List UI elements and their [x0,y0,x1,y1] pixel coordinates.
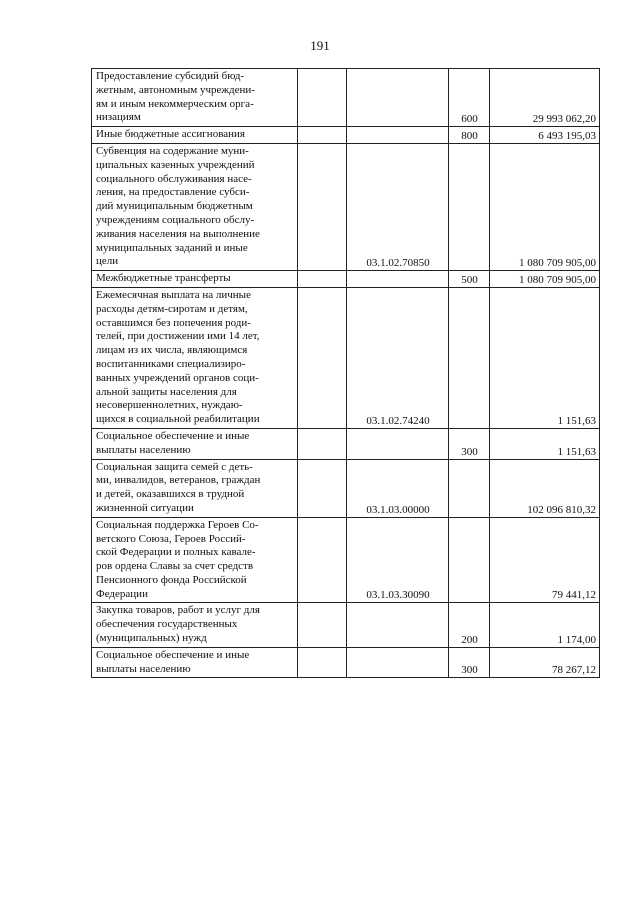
row-amount: 1 174,00 [490,603,600,647]
page-number: 191 [310,38,330,53]
row-name: Субвенция на содержание муни- ципальных казенных учреждений социального обслуживания насе- ления, на предоставление субси- дий муниципальным бюджетным учреждениям социального обслу- живания населения на выполнение муниципальных заданий и иные цели [92,143,298,270]
row-code [347,603,449,647]
row-name: Социальное обеспечение и иные выплаты населению [92,647,298,678]
empty-cell [298,287,347,428]
row-amount: 6 493 195,03 [490,127,600,144]
table-row [92,271,600,288]
empty-cell [298,603,347,647]
row-amount: 29 993 062,20 [490,69,600,127]
row-type: 200 [449,603,490,647]
row-code [347,127,449,144]
table-row [92,517,600,603]
table-row [92,459,600,517]
table-row [92,647,600,678]
row-code [347,69,449,127]
row-name: Иные бюджетные ассигнования [92,127,298,144]
row-code: 03.1.02.70850 [347,143,449,270]
row-type: 600 [449,69,490,127]
table-row [92,69,600,127]
row-amount: 1 151,63 [490,287,600,428]
row-type [449,459,490,517]
row-type: 300 [449,428,490,459]
row-type: 300 [449,647,490,678]
empty-cell [298,517,347,603]
row-name: Социальная защита семей с деть- ми, инвалидов, ветеранов, граждан и детей, оказавшихся в трудной жизненной ситуации [92,459,298,517]
table-row [92,127,600,144]
row-type: 800 [449,127,490,144]
empty-cell [298,459,347,517]
row-type [449,287,490,428]
table-row [92,428,600,459]
row-amount: 102 096 810,32 [490,459,600,517]
table-row [92,287,600,428]
empty-cell [298,143,347,270]
row-amount: 1 080 709 905,00 [490,271,600,288]
row-amount: 79 441,12 [490,517,600,603]
row-type [449,517,490,603]
row-code [347,647,449,678]
row-name: Предоставление субсидий бюд- жетным, автономным учреждени- ям и иным некоммерческим орга- низациям [92,69,298,127]
row-code [347,271,449,288]
row-type [449,143,490,270]
row-name: Закупка товаров, работ и услуг для обеспечения государственных (муниципальных) нужд [92,603,298,647]
empty-cell [298,127,347,144]
empty-cell [298,69,347,127]
empty-cell [298,428,347,459]
row-name: Межбюджетные трансферты [92,271,298,288]
row-amount: 1 151,63 [490,428,600,459]
row-code: 03.1.03.00000 [347,459,449,517]
row-amount: 1 080 709 905,00 [490,143,600,270]
row-code [347,428,449,459]
row-name: Ежемесячная выплата на личные расходы детям-сиротам и детям, оставшимся без попечения роди- телей, при достижении ими 14 лет, лицам из их числа, являющимся воспитанниками специализиро- ванных учреждений органов соци- альной защиты населения для несовершеннолетних, нуждаю- щихся в социальной реабилитации [92,287,298,428]
row-code: 03.1.02.74240 [347,287,449,428]
budget-table [91,68,600,678]
empty-cell [298,271,347,288]
row-code: 03.1.03.30090 [347,517,449,603]
row-type: 500 [449,271,490,288]
row-amount: 78 267,12 [490,647,600,678]
table-row [92,603,600,647]
row-name: Социальная поддержка Героев Со- ветского Союза, Героев Россий- ской Федерации и полных кавале- ров ордена Славы за счет средств Пенсионного фонда Российской Федерации [92,517,298,603]
table-row [92,143,600,270]
row-name: Социальное обеспечение и иные выплаты населению [92,428,298,459]
empty-cell [298,647,347,678]
